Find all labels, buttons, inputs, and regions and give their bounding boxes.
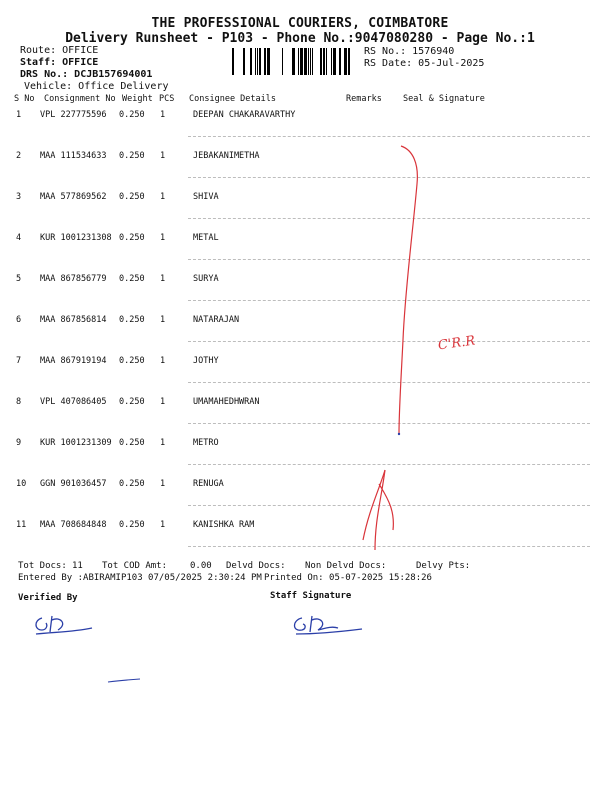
cell-pcs: 1 [160, 233, 166, 243]
cell-sno: 1 [16, 110, 22, 120]
cell-weight: 0.250 [119, 274, 145, 284]
cell-sno: 11 [16, 520, 27, 530]
cell-sno: 3 [16, 192, 22, 202]
delvy-pts-label: Delvy Pts: [416, 561, 471, 571]
runsheet-title: Delivery Runsheet - P103 - Phone No.:9047080280 - Page No.:1 [65, 31, 535, 46]
remark-note-handwriting: C'R.R [437, 333, 477, 354]
cell-consignee: METAL [193, 233, 219, 243]
cell-consignment: MAA 111534633 [40, 151, 107, 161]
row-divider [188, 136, 590, 137]
staff-label: Staff: OFFICE [20, 57, 99, 68]
entered-by: Entered By :ABIRAMIP103 07/05/2025 2:30:24 PM [18, 573, 262, 583]
col-weight: Weight [122, 94, 153, 104]
remarks-ink-marks [355, 140, 515, 560]
cell-sno: 8 [16, 397, 22, 407]
rs-date: RS Date: 05-Jul-2025 [364, 58, 485, 69]
cell-consignee: NATARAJAN [193, 315, 240, 325]
cell-sno: 9 [16, 438, 22, 448]
cell-pcs: 1 [160, 151, 166, 161]
vehicle-label: Vehicle: Office Delivery [24, 81, 169, 92]
cell-pcs: 1 [160, 315, 166, 325]
col-consignee: Consignee Details [189, 94, 276, 104]
col-sno: S No [14, 94, 35, 104]
cell-consignment: GGN 901036457 [40, 479, 107, 489]
cell-consignment: VPL 407086405 [40, 397, 107, 407]
printed-on: Printed On: 05-07-2025 15:28:26 [264, 573, 432, 583]
tot-docs-label: Tot Docs: [18, 561, 67, 571]
non-delvd-docs-label: Non Delvd Docs: [305, 561, 387, 571]
cell-weight: 0.250 [119, 397, 145, 407]
cell-pcs: 1 [160, 479, 166, 489]
cell-weight: 0.250 [119, 151, 145, 161]
cell-weight: 0.250 [119, 315, 145, 325]
cell-consignee: RENUGA [193, 479, 224, 489]
cell-consignment: MAA 708684848 [40, 520, 107, 530]
delvd-docs-label: Delvd Docs: [226, 561, 286, 571]
cell-pcs: 1 [160, 192, 166, 202]
cell-pcs: 1 [160, 274, 166, 284]
cell-consignee: JOTHY [193, 356, 219, 366]
cell-pcs: 1 [160, 397, 166, 407]
cell-consignee: SURYA [193, 274, 219, 284]
cell-weight: 0.250 [119, 438, 145, 448]
cell-weight: 0.250 [119, 233, 145, 243]
verified-by-label: Verified By [18, 593, 78, 603]
cell-consignment: MAA 867856814 [40, 315, 107, 325]
company-title: THE PROFESSIONAL COURIERS, COIMBATORE [151, 16, 449, 31]
cell-sno: 6 [16, 315, 22, 325]
cell-pcs: 1 [160, 520, 166, 530]
cell-consignee: METRO [193, 438, 219, 448]
cell-weight: 0.250 [119, 192, 145, 202]
cell-pcs: 1 [160, 438, 166, 448]
tot-cod-value: 0.00 [190, 561, 212, 571]
route-label: Route: OFFICE [20, 45, 99, 56]
tot-docs-value: 11 [72, 561, 83, 571]
cell-consignment: KUR 1001231308 [40, 233, 112, 243]
barcode-image [232, 48, 356, 75]
cell-sno: 10 [16, 479, 27, 489]
cell-consignee: DEEPAN CHAKARAVARTHY [193, 110, 296, 120]
cell-consignment: MAA 577869562 [40, 192, 107, 202]
cell-weight: 0.250 [119, 110, 145, 120]
cell-pcs: 1 [160, 356, 166, 366]
tot-cod-label: Tot COD Amt: [102, 561, 168, 571]
cell-consignee: KANISHKA RAM [193, 520, 255, 530]
table-row [0, 110, 600, 124]
cell-consignee: UMAMAHEDHWRAN [193, 397, 260, 407]
cell-consignment: VPL 227775596 [40, 110, 107, 120]
cell-sno: 7 [16, 356, 22, 366]
cell-consignment: MAA 867919194 [40, 356, 107, 366]
cell-consignment: MAA 867856779 [40, 274, 107, 284]
col-consignment: Consignment No [44, 94, 116, 104]
staff-signature-label: Staff Signature [270, 591, 352, 601]
cell-sno: 4 [16, 233, 22, 243]
col-pcs: PCS [159, 94, 175, 104]
verified-signature-image [30, 608, 100, 638]
cell-sno: 2 [16, 151, 22, 161]
cell-weight: 0.250 [119, 356, 145, 366]
cell-weight: 0.250 [119, 520, 145, 530]
rs-number: RS No.: 1576940 [364, 46, 455, 57]
cell-consignee: JEBAKANIMETHA [193, 151, 260, 161]
col-remarks: Remarks [346, 94, 382, 104]
ink-mark [106, 676, 146, 686]
cell-consignee: SHIVA [193, 192, 219, 202]
cell-weight: 0.250 [119, 479, 145, 489]
cell-consignment: KUR 1001231309 [40, 438, 112, 448]
staff-signature-image [288, 608, 368, 638]
cell-pcs: 1 [160, 110, 166, 120]
cell-sno: 5 [16, 274, 22, 284]
col-seal-signature: Seal & Signature [403, 94, 485, 104]
drs-number: DRS No.: DCJB157694001 [20, 69, 153, 80]
